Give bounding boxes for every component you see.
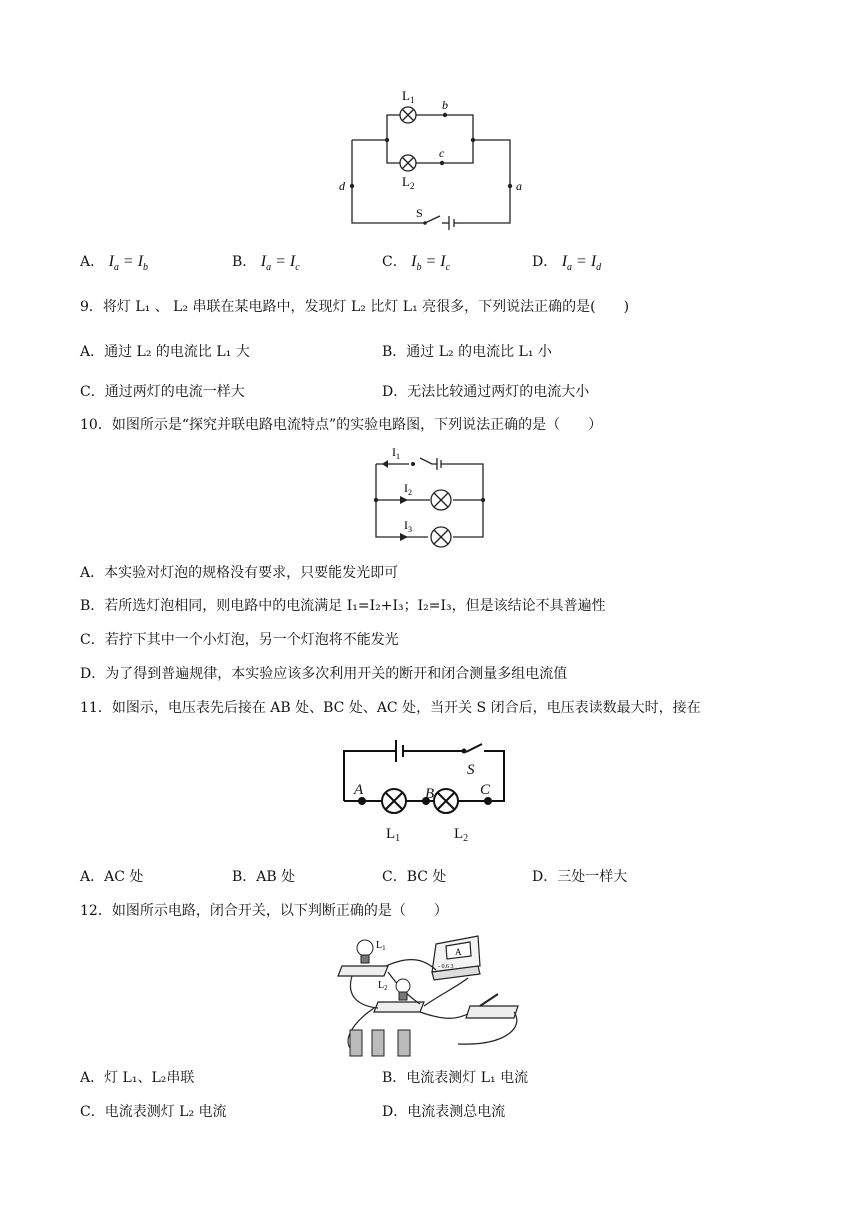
label-l2: $L_2$ — [454, 826, 469, 844]
q9-stem: 9．将灯 L₁ 、 L₂ 串联在某电路中，发现灯 L₂ 比灯 L₁ 亮很多，下列说法正确的是( ) — [80, 299, 630, 315]
label-i1: $I_1$ — [392, 445, 400, 461]
label-a: A — [354, 782, 364, 798]
q8-option-a: A． $I_a = I_b$ — [80, 253, 149, 274]
label-d: d — [339, 179, 345, 193]
q10-option-b: B．若所选灯泡相同，则电路中的电流满足 I₁=I₂+I₃；I₂=I₃，但是该结论不具普遍性 — [80, 598, 606, 614]
q8-option-d: D． $I_a = I_d$ — [532, 253, 602, 274]
q11-stem: 11．如图示，电压表先后接在 AB 处、BC 处、AC 处，当开关 S 闭合后，电压表读数最大时，接在 — [80, 700, 701, 716]
q10-stem: 10．如图所示是“探究并联电路电流特点”的实验电路图，下列说法正确的是（ ） — [80, 417, 603, 433]
label-l1: $L_1$ — [376, 940, 386, 952]
bulb-icon — [431, 490, 451, 510]
label-c: c — [439, 146, 445, 160]
label-b: b — [442, 98, 448, 112]
q12-option-a: A．灯 L₁、L₂串联 — [80, 1070, 195, 1086]
label-l1: $L_1$ — [402, 88, 415, 105]
q12-stem: 12．如图所示电路，闭合开关，以下判断正确的是（ ） — [80, 903, 448, 919]
battery-icon — [350, 1030, 410, 1056]
label-a: a — [516, 179, 522, 193]
q10-option-c: C．若拧下其中一个小灯泡，另一个灯泡将不能发光 — [80, 632, 399, 648]
q11-option-b: B．AB 处 — [232, 869, 296, 885]
q8-option-c: C． $I_b = I_c$ — [382, 253, 451, 274]
q8-circuit-diagram — [330, 80, 530, 230]
label-b: B — [425, 786, 435, 802]
q9-option-c: C．通过两灯的电流一样大 — [80, 384, 245, 400]
label-s: S — [467, 762, 475, 778]
label-l2: $L_2$ — [378, 980, 388, 992]
label-l2: $L_2$ — [402, 174, 415, 191]
bulb-l1-icon — [357, 940, 373, 956]
label-ammeter: A — [455, 947, 462, 957]
q11-option-d: D．三处一样大 — [532, 869, 628, 885]
q12-option-c: C．电流表测灯 L₂ 电流 — [80, 1104, 227, 1120]
q12-circuit-picture — [328, 926, 528, 1062]
label-i3: $I_3$ — [404, 518, 412, 534]
label-l1: $L_1$ — [386, 826, 401, 844]
bulb-l2-icon — [396, 979, 410, 993]
q9-option-a: A．通过 L₂ 的电流比 L₁ 大 — [80, 344, 250, 360]
q9-option-b: B．通过 L₂ 的电流比 L₁ 小 — [382, 344, 552, 360]
q12-option-d: D．电流表测总电流 — [382, 1104, 506, 1120]
label-terminals: - 0.6 3 — [438, 964, 454, 970]
q10-option-d: D．为了得到普遍规律，本实验应该多次利用开关的断开和闭合测量多组电流值 — [80, 666, 568, 682]
q9-option-d: D．无法比较通过两灯的电流大小 — [382, 384, 590, 400]
q11-option-a: A．AC 处 — [80, 869, 144, 885]
q10-circuit-diagram — [368, 442, 493, 554]
q8-option-b: B． $I_a = I_c$ — [232, 253, 300, 274]
bulb-l2-icon — [400, 155, 416, 171]
q11-option-c: C．BC 处 — [382, 869, 447, 885]
q10-option-a: A．本实验对灯泡的规格没有要求，只要能发光即可 — [80, 565, 399, 581]
bulb-l2-icon — [434, 789, 458, 813]
label-i2: $I_2$ — [404, 481, 412, 497]
q11-circuit-diagram — [330, 734, 515, 846]
bulb-l1-icon — [382, 789, 406, 813]
q12-option-b: B．电流表测灯 L₁ 电流 — [382, 1070, 529, 1086]
bulb-icon — [431, 527, 451, 547]
label-c: C — [480, 782, 491, 798]
label-s: S — [416, 206, 423, 220]
bulb-l1-icon — [400, 107, 416, 123]
